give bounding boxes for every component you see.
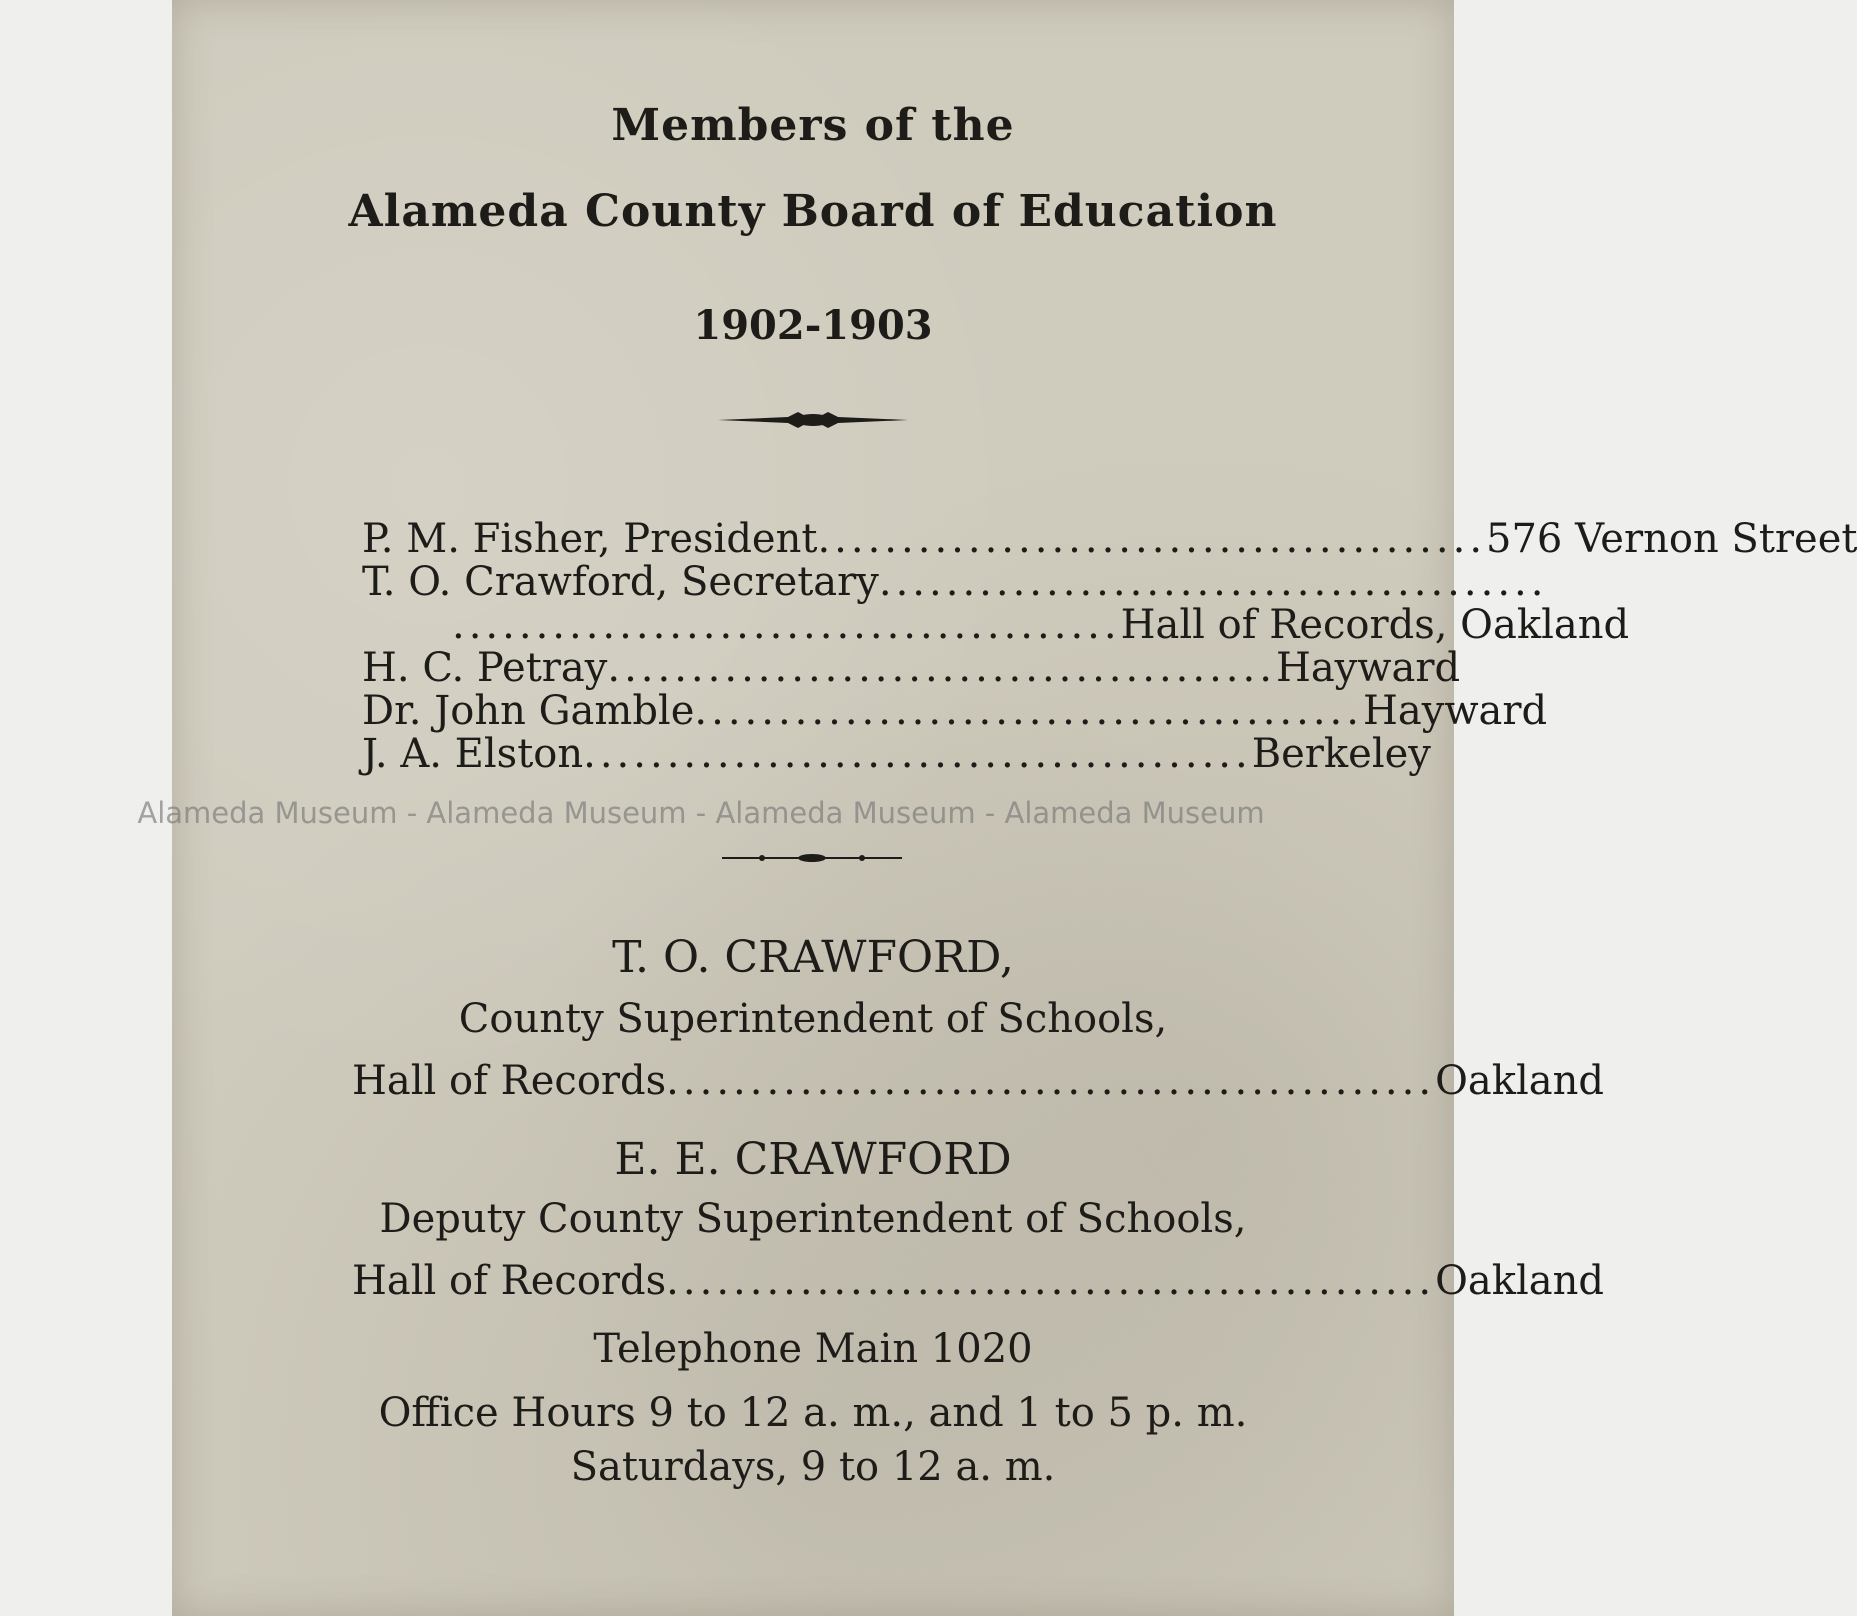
header-years: 1902-1903	[693, 302, 933, 349]
leader-dots: ........................................	[878, 559, 1548, 605]
deputy-title: Deputy County Superintendent of Schools,	[379, 1196, 1247, 1242]
saturday-hours: Saturdays, 9 to 12 a. m.	[570, 1444, 1056, 1490]
ornament-divider-bottom	[722, 852, 902, 864]
list-item	[362, 516, 1857, 562]
address-city: Oakland	[1435, 1258, 1604, 1304]
list-item	[362, 559, 1548, 605]
superintendent-title: County Superintendent of Schools,	[458, 996, 1168, 1042]
address-city: Oakland	[1435, 1058, 1604, 1104]
leader-dots: ........................................	[583, 731, 1252, 777]
leader-dots: ........................................	[817, 516, 1487, 562]
telephone: Telephone Main 1020	[593, 1326, 1033, 1372]
superintendent-name: T. O. CRAWFORD,	[612, 932, 1014, 983]
member-name: P. M. Fisher, President	[362, 516, 818, 562]
header-line-1: Members of the	[611, 100, 1015, 151]
watermark: Alameda Museum - Alameda Museum - Alameda Museum - Alameda Museum	[137, 796, 1265, 830]
member-place: Berkeley	[1251, 731, 1431, 777]
member-name: Dr. John Gamble	[362, 688, 695, 734]
member-name: J. A. Elston	[362, 731, 584, 777]
list-item	[362, 602, 1630, 648]
member-place: Hayward	[1275, 645, 1461, 691]
member-place: Hall of Records, Oakland	[1120, 602, 1630, 648]
deputy-address	[352, 1258, 1604, 1304]
member-place: 576 Vernon Street	[1486, 516, 1857, 562]
address-label: Hall of Records	[352, 1058, 667, 1104]
deputy-name: E. E. CRAWFORD	[614, 1134, 1012, 1185]
member-name: H. C. Petray	[362, 645, 608, 691]
leader-dots: ..............................................	[666, 1258, 1436, 1304]
address-label: Hall of Records	[352, 1258, 667, 1304]
member-place: Hayward	[1362, 688, 1548, 734]
leader-dots: ........................................	[452, 602, 1121, 648]
leader-dots: ........................................	[694, 688, 1363, 734]
leader-dots: ..............................................	[666, 1058, 1436, 1104]
list-item	[362, 688, 1548, 734]
superintendent-address	[352, 1058, 1604, 1104]
list-item	[362, 645, 1461, 691]
list-item	[362, 731, 1431, 777]
leader-dots: ........................................	[607, 645, 1276, 691]
ornament-divider-top	[718, 410, 908, 430]
member-name: T. O. Crawford, Secretary	[362, 559, 879, 605]
header-board-title: Alameda County Board of Education	[348, 186, 1278, 237]
members-list	[362, 516, 1857, 777]
office-hours: Office Hours 9 to 12 a. m., and 1 to 5 p. m.	[378, 1390, 1248, 1436]
